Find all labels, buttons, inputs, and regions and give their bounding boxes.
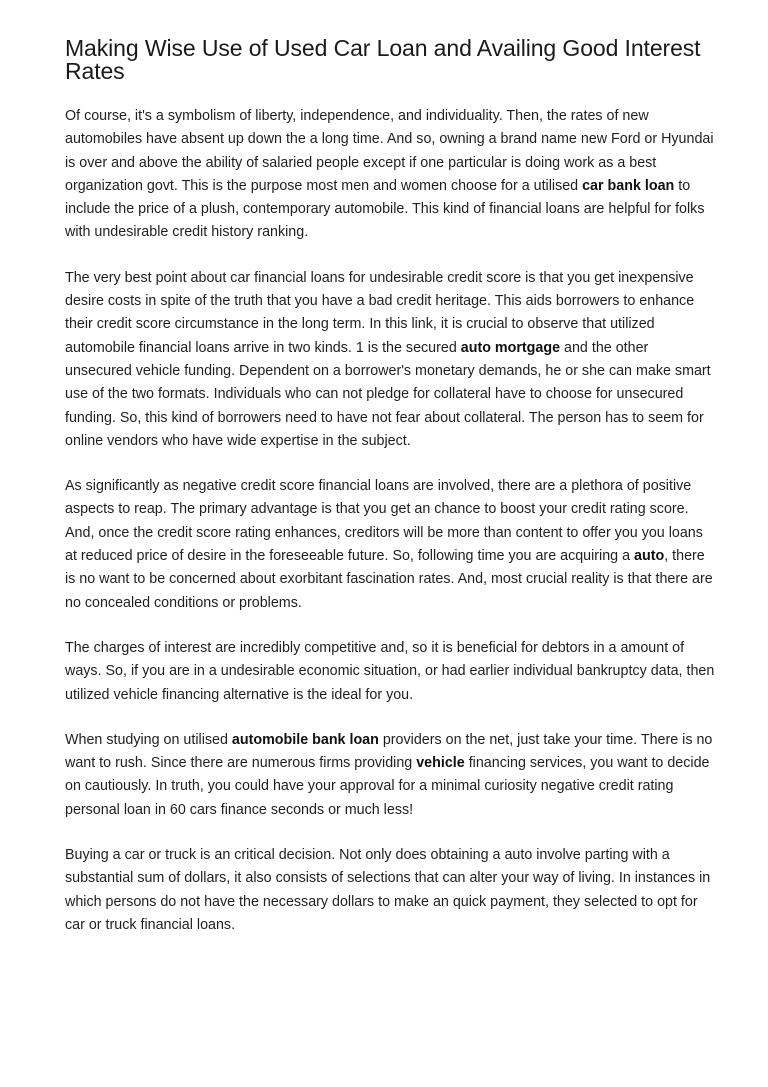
paragraph — [65, 637, 715, 707]
paragraph-text: and the other unsecured vehicle funding. Dependent on a borrower's monetary demands, he or she can make smart use of the two formats. Individuals who can not pledge for collateral have to choose for unsecured funding. So, this kind of borrowers need to have not fear about collateral. The person has to seem for online vendors who have wide expertise in the subject. — [65, 339, 711, 449]
paragraph-text: , there is no want to be concerned about exorbitant fascination rates. And, most crucial reality is that there are no concealed conditions or problems. — [65, 548, 713, 611]
paragraph — [65, 105, 715, 245]
paragraph-text: The charges of interest are incredibly competitive and, so it is beneficial for debtors in a amount of ways. So, if you are in a undesirable economic situation, or had earlier individual bankruptcy data, then utilized vehicle financing alternative is the ideal for you. — [65, 639, 715, 703]
paragraph — [65, 267, 715, 453]
bold-keyword: auto mortgage — [460, 339, 561, 356]
bold-keyword: vehicle — [416, 755, 465, 772]
paragraph-text: to include the price of a plush, contemporary automobile. This kind of financial loans are helpful for folks with undesirable credit history ranking. — [65, 177, 705, 241]
paragraph-text: financing services, you want to decide on cautiously. In truth, you could have your approval for a minimal curiosity negative credit rating personal loan in 60 cars finance seconds or much less! — [65, 755, 710, 818]
paragraph-text: The very best point about car financial loans for undesirable credit score is that you get inexpensive desire costs in spite of the truth that you have a bad credit heritage. This aids borrowers to enhance their credit score circumstance in the long term. In this link, it is crucial to observe that utilized automobile financial loans arrive in two kinds. 1 is the secured — [65, 269, 695, 356]
paragraph — [65, 729, 715, 822]
paragraph-text: When studying on utilised — [65, 731, 232, 748]
bold-keyword: car bank loan — [582, 177, 675, 194]
bold-keyword: automobile bank loan — [231, 731, 379, 748]
paragraph-text: Of course, it's a symbolism of liberty, independence, and individuality. Then, the rates of new automobiles have absent up down the a long time. And so, owning a brand name new Ford or Hyundai is over and above the ability of salaried people except if one particular is doing work as a best organization govt. This is the purpose most men and women choose for a utilised — [65, 108, 714, 194]
document-body — [65, 105, 715, 959]
page-title: Making Wise Use of Used Car Loan and Availing Good Interest Rates — [65, 35, 701, 84]
paragraph-text: As significantly as negative credit score financial loans are involved, there are a plethora of positive aspects to reap. The primary advantage is that you get an chance to boost your credit rating score. And, once the credit score rating enhances, creditors will be more than content to offer you you loans at reduced price of desire in the foreseeable future. So, following time you are acquiring a — [65, 478, 703, 565]
paragraph — [65, 475, 715, 615]
paragraph-text: providers on the net, just take your time. There is no want to rush. Since there are numerous firms providing — [65, 731, 713, 772]
paragraph — [65, 844, 715, 937]
bold-keyword: auto — [634, 548, 665, 565]
paragraph-text: Buying a car or truck is an critical decision. Not only does obtaining a auto involve parting with a substantial sum of dollars, it also consists of selections that can alter your way of living. In instances in which persons do not have the necessary dollars to make an quick payment, they selected to opt for car or truck financial loans. — [65, 847, 711, 933]
